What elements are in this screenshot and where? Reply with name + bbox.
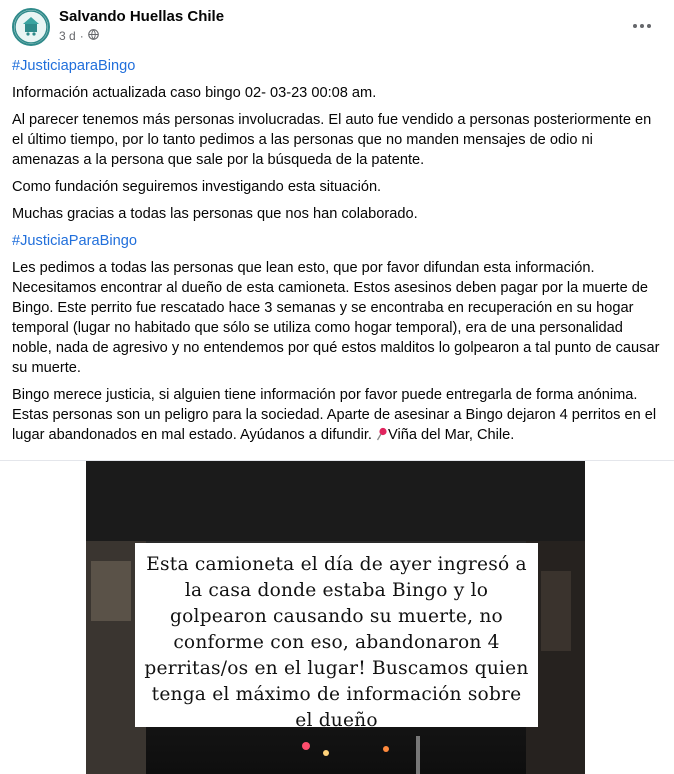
post-paragraph: Al parecer tenemos más personas involucradas. El auto fue vendido a personas posteriormente en el último tiempo, por lo tanto pedimos a las personas que no manden mensajes de odio ni amenazas a la persona que sale por la búsqueda de la patente. bbox=[12, 112, 652, 168]
page-name-link[interactable]: Salvando Huellas Chile bbox=[59, 8, 225, 25]
ellipsis-icon bbox=[632, 23, 652, 29]
post-text bbox=[12, 56, 662, 452]
post-meta bbox=[59, 29, 99, 43]
hashtag-link[interactable]: #JusticiaParaBingo bbox=[12, 233, 137, 249]
pin-icon bbox=[376, 427, 388, 443]
post-paragraph-text: Bingo merece justicia, si alguien tiene información por favor puede entregarla de forma anónima. Estas personas son un peligro para la sociedad. Aparte de asesinar a Bingo dejaron 4 perritos en el lugar abandonados en mal estado. Ayúdanos a difundir. bbox=[12, 387, 657, 443]
meta-separator: · bbox=[79, 29, 84, 43]
post-time[interactable]: 3 d bbox=[59, 29, 76, 43]
image-caption-box: Esta camioneta el día de ayer ingresó a la casa donde estaba Bingo y lo golpearon causando su muerte, no conforme con eso, abandonaron 4 perritas/os en el lugar! Buscamos quien tenga el máximo de información sobre el dueño bbox=[135, 543, 538, 727]
hashtag-link[interactable]: #JusticiaparaBingo bbox=[12, 58, 136, 74]
more-options-button[interactable] bbox=[628, 12, 656, 40]
page-avatar[interactable] bbox=[12, 8, 50, 46]
post-header bbox=[0, 0, 674, 56]
post-paragraph: Información actualizada caso bingo 02- 03-23 00:08 am. bbox=[12, 85, 377, 101]
post-paragraph: Como fundación seguiremos investigando esta situación. bbox=[12, 179, 382, 195]
globe-icon bbox=[88, 29, 99, 43]
post-image-container[interactable] bbox=[0, 460, 674, 774]
post-paragraph-location bbox=[12, 385, 662, 445]
post-paragraph: Les pedimos a todas las personas que lean esto, que por favor difundan esta información. Necesitamos encontrar al dueño de esta camioneta. Estos asesinos deben pagar por la muerte de Bingo. Este perrito fue rescatado hace 3 semanas y se encontraba en recuperación en su hogar temporal (lugar no habitado que sólo se utiliza como hogar temporal), era de una personalidad noble, nada de agresivo y no entendemos por qué estos malditos lo golpearon a tal punto de causar su muerte. bbox=[12, 260, 660, 376]
post-paragraph: Muchas gracias a todas las personas que nos han colaborado. bbox=[12, 206, 418, 222]
post-photo[interactable] bbox=[86, 461, 585, 774]
location-text: Viña del Mar, Chile. bbox=[388, 427, 515, 443]
